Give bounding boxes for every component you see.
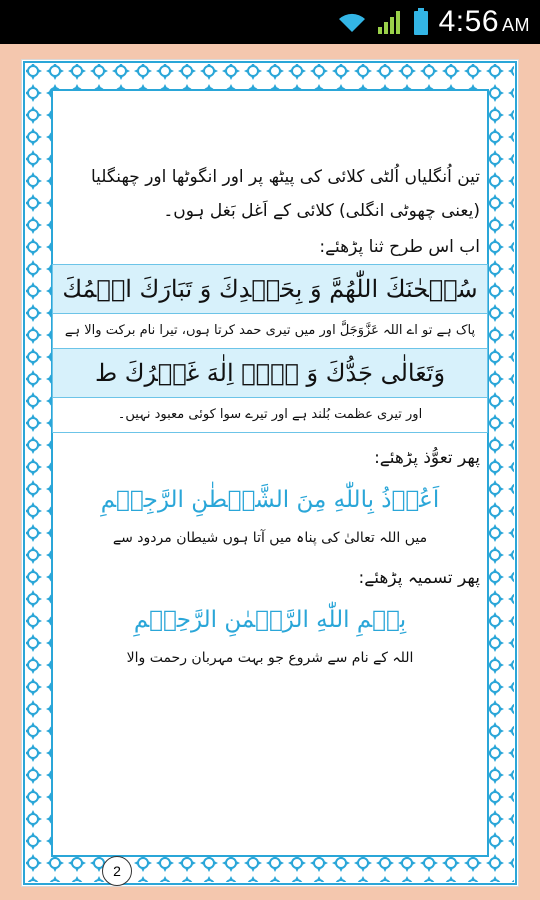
thana-arabic-2: وَتَعَالٰی جَدُّكَ وَ لَاۤ اِلٰهَ غَيۡرُكَ ط xyxy=(53,349,487,398)
page-content xyxy=(52,160,488,683)
thana-label: اب اس طرح ثنا پڑھئے: xyxy=(319,237,480,257)
status-bar xyxy=(0,0,540,44)
thana-table xyxy=(52,264,488,433)
wifi-icon xyxy=(337,10,367,34)
tasmiya-translation: اللہ کے نام سے شروع جو بہت مہربان رحمت والا xyxy=(126,650,414,666)
page-number: 2 xyxy=(102,856,132,886)
intro-paragraph: تین اُنگلیاں اُلٹی کلائی کی پیٹھ پر اور انگوٹھا اور چھنگلیا (یعنی چھوٹی انگلی) کلائی کے اَغل بَغل ہوں۔ xyxy=(90,167,480,221)
thana-translation-1: پاک ہے تو اے اللہ عَزَّوَجَلَّ اور میں تیری حمد کرتا ہوں، تیرا نام برکت والا ہے xyxy=(53,314,487,349)
thana-translation-2: اور تیری عظمت بُلند ہے اور تیرے سوا کوئی معبود نہیں۔ xyxy=(53,398,487,432)
thana-arabic-1: سُبۡحٰنَكَ اللّٰهُمَّ وَ بِحَمۡدِكَ وَ تَبَارَكَ اسۡمُكَ xyxy=(53,265,487,314)
status-icons xyxy=(337,6,530,38)
tasmiya-arabic: بِسۡمِ اللّٰهِ الرَّحۡمٰنِ الرَّحِيۡمِ xyxy=(133,607,407,633)
taawwuz-arabic: اَعُوۡذُ بِاللّٰهِ مِنَ الشَّيۡطٰنِ الرَّجِيۡمِ xyxy=(100,487,440,513)
tasmiya-label: پھر تسمیہ پڑھئے: xyxy=(358,568,480,588)
battery-icon xyxy=(413,8,429,36)
book-page xyxy=(22,60,518,886)
taawwuz-label: پھر تعوُّذ پڑھئے: xyxy=(374,448,480,468)
taawwuz-translation: میں اللہ تعالیٰ کی پناہ میں آتا ہوں شیطان مردود سے xyxy=(112,530,428,546)
clock: 4:56 AM xyxy=(438,5,530,38)
signal-icon xyxy=(377,9,403,35)
